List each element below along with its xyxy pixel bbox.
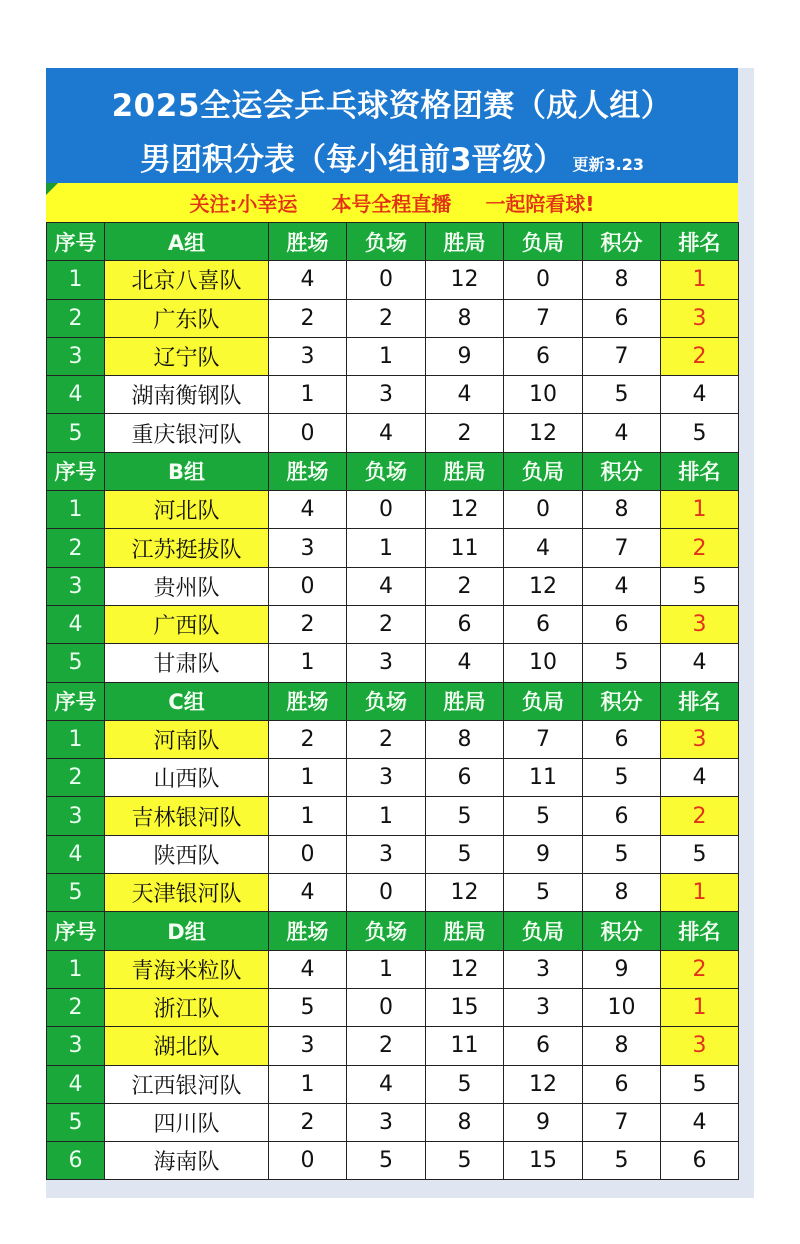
points: 5 xyxy=(583,376,661,414)
rank: 2 xyxy=(661,337,739,375)
wins: 3 xyxy=(269,337,347,375)
wins: 1 xyxy=(269,759,347,797)
row-index: 1 xyxy=(47,261,105,299)
rank: 5 xyxy=(661,1065,739,1103)
header-wins: 胜场 xyxy=(269,452,347,490)
row-index: 2 xyxy=(47,988,105,1026)
table-row xyxy=(47,1065,739,1103)
wins: 4 xyxy=(269,950,347,988)
losses: 3 xyxy=(347,835,426,873)
points: 8 xyxy=(583,491,661,529)
header-group-name: B组 xyxy=(105,452,269,490)
games-lost: 11 xyxy=(504,759,583,797)
wins: 1 xyxy=(269,1065,347,1103)
games-lost: 10 xyxy=(504,644,583,682)
wins: 3 xyxy=(269,1027,347,1065)
rank: 5 xyxy=(661,414,739,452)
team-name: 河北队 xyxy=(105,491,269,529)
row-index: 4 xyxy=(47,1065,105,1103)
table-row xyxy=(47,605,739,643)
header-points: 积分 xyxy=(583,223,661,261)
rank: 2 xyxy=(661,797,739,835)
row-index: 3 xyxy=(47,1027,105,1065)
row-index: 3 xyxy=(47,797,105,835)
header-games-lost: 负局 xyxy=(504,682,583,720)
losses: 1 xyxy=(347,950,426,988)
table-row xyxy=(47,835,739,873)
games-won: 4 xyxy=(426,644,504,682)
header-losses: 负场 xyxy=(347,682,426,720)
header-group-name: A组 xyxy=(105,223,269,261)
table-row xyxy=(47,261,739,299)
points: 6 xyxy=(583,299,661,337)
games-won: 11 xyxy=(426,1027,504,1065)
wins: 2 xyxy=(269,720,347,758)
games-won: 8 xyxy=(426,720,504,758)
team-name: 江西银河队 xyxy=(105,1065,269,1103)
group-header-row xyxy=(47,223,739,261)
losses: 4 xyxy=(347,414,426,452)
standings-table xyxy=(46,222,739,1180)
rank: 4 xyxy=(661,759,739,797)
group-header-row xyxy=(47,912,739,950)
team-name: 浙江队 xyxy=(105,988,269,1026)
rank: 3 xyxy=(661,605,739,643)
games-won: 6 xyxy=(426,759,504,797)
wins: 2 xyxy=(269,1103,347,1141)
losses: 1 xyxy=(347,797,426,835)
table-row xyxy=(47,376,739,414)
row-index: 5 xyxy=(47,644,105,682)
games-won: 12 xyxy=(426,491,504,529)
points: 7 xyxy=(583,337,661,375)
row-index: 1 xyxy=(47,950,105,988)
header-index: 序号 xyxy=(47,912,105,950)
header-index: 序号 xyxy=(47,682,105,720)
losses: 3 xyxy=(347,759,426,797)
games-lost: 5 xyxy=(504,797,583,835)
games-won: 4 xyxy=(426,376,504,414)
wins: 1 xyxy=(269,797,347,835)
points: 5 xyxy=(583,1142,661,1180)
losses: 3 xyxy=(347,376,426,414)
losses: 0 xyxy=(347,261,426,299)
table-row xyxy=(47,337,739,375)
row-index: 4 xyxy=(47,605,105,643)
games-won: 5 xyxy=(426,797,504,835)
points: 7 xyxy=(583,1103,661,1141)
games-lost: 12 xyxy=(504,567,583,605)
rank: 1 xyxy=(661,261,739,299)
games-lost: 6 xyxy=(504,605,583,643)
header-losses: 负场 xyxy=(347,452,426,490)
games-won: 6 xyxy=(426,605,504,643)
team-name: 河南队 xyxy=(105,720,269,758)
wins: 5 xyxy=(269,988,347,1026)
points: 5 xyxy=(583,644,661,682)
group-header-row xyxy=(47,682,739,720)
team-name: 贵州队 xyxy=(105,567,269,605)
header-rank: 排名 xyxy=(661,452,739,490)
team-name: 重庆银河队 xyxy=(105,414,269,452)
team-name: 广东队 xyxy=(105,299,269,337)
points: 10 xyxy=(583,988,661,1026)
games-won: 5 xyxy=(426,1142,504,1180)
table-row xyxy=(47,874,739,912)
team-name: 陕西队 xyxy=(105,835,269,873)
header-games-won: 胜局 xyxy=(426,223,504,261)
games-lost: 9 xyxy=(504,1103,583,1141)
table-row xyxy=(47,950,739,988)
header-losses: 负场 xyxy=(347,912,426,950)
points: 9 xyxy=(583,950,661,988)
games-won: 12 xyxy=(426,874,504,912)
games-won: 15 xyxy=(426,988,504,1026)
losses: 5 xyxy=(347,1142,426,1180)
header-losses: 负场 xyxy=(347,223,426,261)
table-row xyxy=(47,720,739,758)
header-games-lost: 负局 xyxy=(504,912,583,950)
rank: 3 xyxy=(661,720,739,758)
losses: 1 xyxy=(347,529,426,567)
games-lost: 12 xyxy=(504,1065,583,1103)
wins: 2 xyxy=(269,605,347,643)
points: 8 xyxy=(583,261,661,299)
team-name: 天津银河队 xyxy=(105,874,269,912)
points: 6 xyxy=(583,1065,661,1103)
wins: 4 xyxy=(269,874,347,912)
games-lost: 12 xyxy=(504,414,583,452)
rank: 6 xyxy=(661,1142,739,1180)
wins: 4 xyxy=(269,261,347,299)
header-points: 积分 xyxy=(583,682,661,720)
banner-live: 本号全程直播 xyxy=(331,192,452,216)
row-index: 5 xyxy=(47,1103,105,1141)
games-lost: 7 xyxy=(504,720,583,758)
header-rank: 排名 xyxy=(661,223,739,261)
table-row xyxy=(47,759,739,797)
table-row xyxy=(47,644,739,682)
rank: 2 xyxy=(661,529,739,567)
rank: 3 xyxy=(661,299,739,337)
table-row xyxy=(47,1103,739,1141)
rank: 5 xyxy=(661,835,739,873)
header-games-lost: 负局 xyxy=(504,223,583,261)
games-lost: 6 xyxy=(504,1027,583,1065)
table-row xyxy=(47,797,739,835)
points: 8 xyxy=(583,874,661,912)
losses: 0 xyxy=(347,874,426,912)
header-group-name: C组 xyxy=(105,682,269,720)
rank: 3 xyxy=(661,1027,739,1065)
table-row xyxy=(47,299,739,337)
team-name: 甘肃队 xyxy=(105,644,269,682)
banner-watch: 一起陪看球! xyxy=(485,192,595,216)
games-lost: 9 xyxy=(504,835,583,873)
losses: 0 xyxy=(347,988,426,1026)
points: 7 xyxy=(583,529,661,567)
header-rank: 排名 xyxy=(661,912,739,950)
row-index: 3 xyxy=(47,337,105,375)
games-won: 11 xyxy=(426,529,504,567)
losses: 2 xyxy=(347,299,426,337)
team-name: 湖南衡钢队 xyxy=(105,376,269,414)
games-won: 8 xyxy=(426,299,504,337)
wins: 1 xyxy=(269,644,347,682)
losses: 4 xyxy=(347,567,426,605)
header-group-name: D组 xyxy=(105,912,269,950)
row-index: 3 xyxy=(47,567,105,605)
table-row xyxy=(47,491,739,529)
games-won: 9 xyxy=(426,337,504,375)
games-won: 8 xyxy=(426,1103,504,1141)
banner-follow: 关注:小幸运 xyxy=(189,192,298,216)
header-index: 序号 xyxy=(47,452,105,490)
losses: 3 xyxy=(347,1103,426,1141)
losses: 2 xyxy=(347,1027,426,1065)
team-name: 青海米粒队 xyxy=(105,950,269,988)
team-name: 四川队 xyxy=(105,1103,269,1141)
header-rank: 排名 xyxy=(661,682,739,720)
row-index: 6 xyxy=(47,1142,105,1180)
rank: 4 xyxy=(661,376,739,414)
row-index: 5 xyxy=(47,414,105,452)
games-lost: 7 xyxy=(504,299,583,337)
games-won: 2 xyxy=(426,414,504,452)
row-index: 1 xyxy=(47,720,105,758)
points: 4 xyxy=(583,414,661,452)
header-points: 积分 xyxy=(583,452,661,490)
table-row xyxy=(47,414,739,452)
header-games-lost: 负局 xyxy=(504,452,583,490)
title-line-2 xyxy=(46,134,738,179)
table-row xyxy=(47,1027,739,1065)
team-name: 北京八喜队 xyxy=(105,261,269,299)
points: 6 xyxy=(583,797,661,835)
team-name: 江苏挺拔队 xyxy=(105,529,269,567)
header-wins: 胜场 xyxy=(269,682,347,720)
wins: 0 xyxy=(269,567,347,605)
losses: 0 xyxy=(347,491,426,529)
losses: 2 xyxy=(347,605,426,643)
wins: 1 xyxy=(269,376,347,414)
games-lost: 5 xyxy=(504,874,583,912)
title-line-1: 2025全运会乒乓球资格团赛（成人组） xyxy=(111,88,673,124)
losses: 3 xyxy=(347,644,426,682)
games-lost: 0 xyxy=(504,261,583,299)
team-name: 广西队 xyxy=(105,605,269,643)
points: 5 xyxy=(583,835,661,873)
losses: 1 xyxy=(347,337,426,375)
header-points: 积分 xyxy=(583,912,661,950)
header-wins: 胜场 xyxy=(269,223,347,261)
games-lost: 6 xyxy=(504,337,583,375)
wins: 0 xyxy=(269,414,347,452)
update-date: 更新3.23 xyxy=(572,155,645,174)
losses: 2 xyxy=(347,720,426,758)
games-lost: 15 xyxy=(504,1142,583,1180)
wins: 0 xyxy=(269,835,347,873)
games-lost: 10 xyxy=(504,376,583,414)
cell-comment-triangle-icon xyxy=(46,183,58,195)
row-index: 4 xyxy=(47,376,105,414)
row-index: 1 xyxy=(47,491,105,529)
games-lost: 0 xyxy=(504,491,583,529)
header-games-won: 胜局 xyxy=(426,452,504,490)
rank: 4 xyxy=(661,1103,739,1141)
wins: 0 xyxy=(269,1142,347,1180)
rank: 4 xyxy=(661,644,739,682)
points: 8 xyxy=(583,1027,661,1065)
games-lost: 3 xyxy=(504,950,583,988)
table-row xyxy=(47,988,739,1026)
games-won: 2 xyxy=(426,567,504,605)
games-won: 5 xyxy=(426,835,504,873)
rank: 5 xyxy=(661,567,739,605)
rank: 1 xyxy=(661,491,739,529)
row-index: 2 xyxy=(47,529,105,567)
title-line-2-text: 男团积分表（每小组前3晋级） xyxy=(139,142,565,178)
games-won: 12 xyxy=(426,950,504,988)
row-index: 2 xyxy=(47,759,105,797)
row-index: 4 xyxy=(47,835,105,873)
wins: 4 xyxy=(269,491,347,529)
points: 4 xyxy=(583,567,661,605)
header-wins: 胜场 xyxy=(269,912,347,950)
points: 6 xyxy=(583,720,661,758)
rank: 1 xyxy=(661,874,739,912)
games-lost: 4 xyxy=(504,529,583,567)
team-name: 山西队 xyxy=(105,759,269,797)
wins: 3 xyxy=(269,529,347,567)
table-row xyxy=(47,529,739,567)
wins: 2 xyxy=(269,299,347,337)
points: 5 xyxy=(583,759,661,797)
losses: 4 xyxy=(347,1065,426,1103)
games-won: 5 xyxy=(426,1065,504,1103)
title-block xyxy=(46,68,738,183)
rank: 2 xyxy=(661,950,739,988)
team-name: 吉林银河队 xyxy=(105,797,269,835)
row-index: 2 xyxy=(47,299,105,337)
games-lost: 3 xyxy=(504,988,583,1026)
header-games-won: 胜局 xyxy=(426,682,504,720)
table-row xyxy=(47,1142,739,1180)
group-header-row xyxy=(47,452,739,490)
team-name: 湖北队 xyxy=(105,1027,269,1065)
team-name: 海南队 xyxy=(105,1142,269,1180)
row-index: 5 xyxy=(47,874,105,912)
team-name: 辽宁队 xyxy=(105,337,269,375)
table-row xyxy=(47,567,739,605)
games-won: 12 xyxy=(426,261,504,299)
promo-banner xyxy=(46,183,738,222)
header-games-won: 胜局 xyxy=(426,912,504,950)
points: 6 xyxy=(583,605,661,643)
header-index: 序号 xyxy=(47,223,105,261)
standings-sheet xyxy=(46,68,738,1180)
rank: 1 xyxy=(661,988,739,1026)
